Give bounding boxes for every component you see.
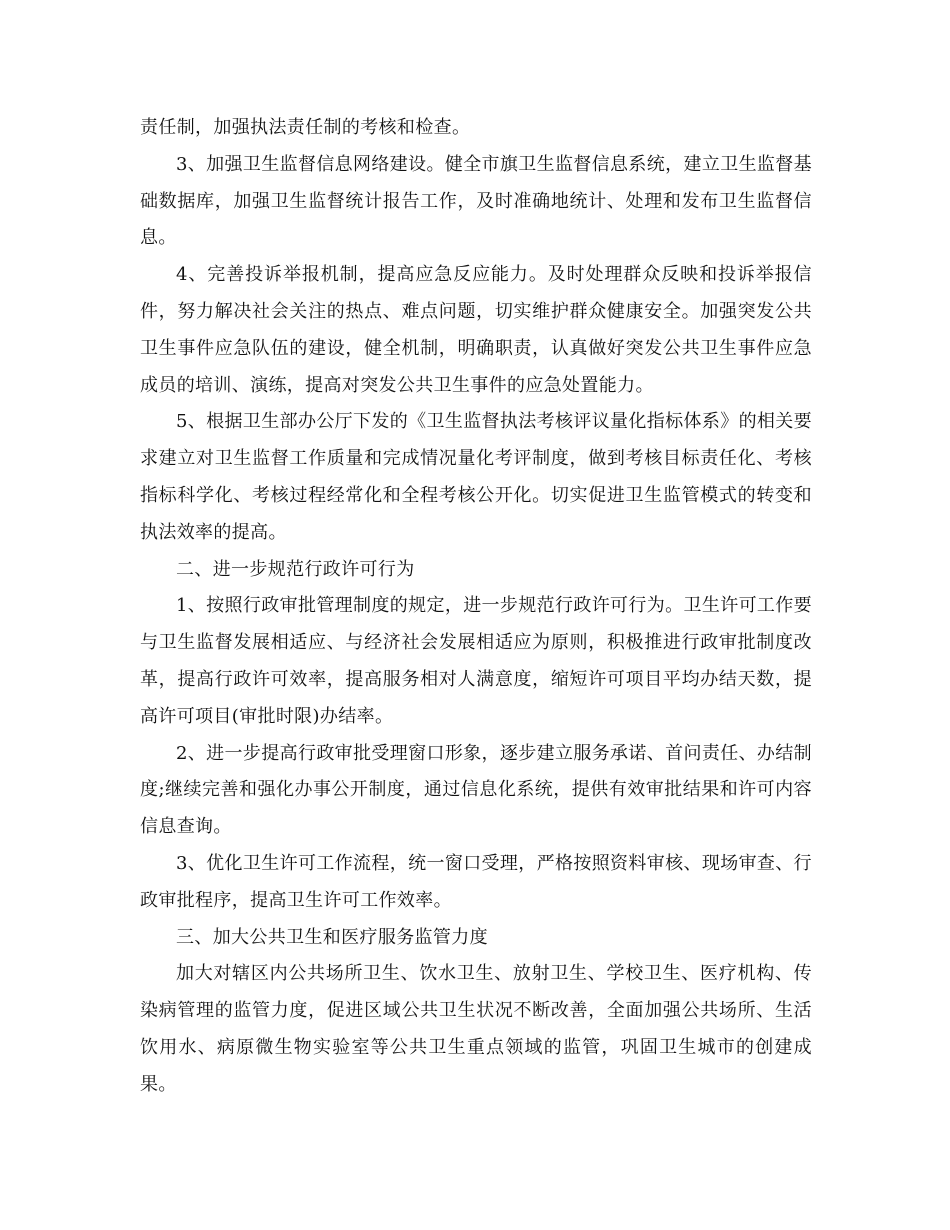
section-heading-administrative-licensing: 二、进一步规范行政许可行为	[176, 558, 415, 580]
paragraph-public-health-supervision: 加大对辖区内公共场所卫生、饮水卫生、放射卫生、学校卫生、医疗机构、传染病管理的监管力度，促进区域公共卫生状况不断改善，全面加强公共场所、生活饮用水、病原微生物实验室等公共卫生重点领域的监管，巩固卫生城市的创建成果。	[140, 963, 812, 1095]
document-body	[140, 110, 812, 1104]
paragraph-licensing-item-1: 1、按照行政审批管理制度的规定，进一步规范行政许可行为。卫生许可工作要与卫生监督发展相适应、与经济社会发展相适应为原则，积极推进行政审批制度改革，提高行政许可效率，提高服务相对人满意度，缩短许可项目平均办结天数，提高许可项目(审批时限)办结率。	[140, 595, 812, 727]
paragraph-licensing-item-3: 3、优化卫生许可工作流程，统一窗口受理，严格按照资料审核、现场审查、行政审批程序，提高卫生许可工作效率。	[140, 852, 812, 911]
section-heading-public-health-supervision: 三、加大公共卫生和医疗服务监管力度	[176, 926, 488, 948]
paragraph-item-5-assessment: 5、根据卫生部办公厅下发的《卫生监督执法考核评议量化指标体系》的相关要求建立对卫生监督工作质量和完成情况量化考评制度，做到考核目标责任化、考核指标科学化、考核过程经常化和全程考核公开化。切实促进卫生监管模式的转变和执法效率的提高。	[140, 411, 812, 543]
paragraph-item-4-complaint-mechanism: 4、完善投诉举报机制，提高应急反应能力。及时处理群众反映和投诉举报信件，努力解决社会关注的热点、难点问题，切实维护群众健康安全。加强突发公共卫生事件应急队伍的建设，健全机制，明确职责，认真做好突发公共卫生事件应急成员的培训、演练，提高对突发公共卫生事件的应急处置能力。	[140, 264, 812, 396]
paragraph-licensing-item-2: 2、进一步提高行政审批受理窗口形象，逐步建立服务承诺、首问责任、办结制度;继续完善和强化办事公开制度，通过信息化系统，提供有效审批结果和许可内容信息查询。	[140, 742, 812, 838]
paragraph-item-3-info-network: 3、加强卫生监督信息网络建设。健全市旗卫生监督信息系统，建立卫生监督基础数据库，加强卫生监督统计报告工作，及时准确地统计、处理和发布卫生监督信息。	[140, 153, 812, 249]
paragraph-continuation: 责任制，加强执法责任制的考核和检查。	[140, 117, 471, 138]
